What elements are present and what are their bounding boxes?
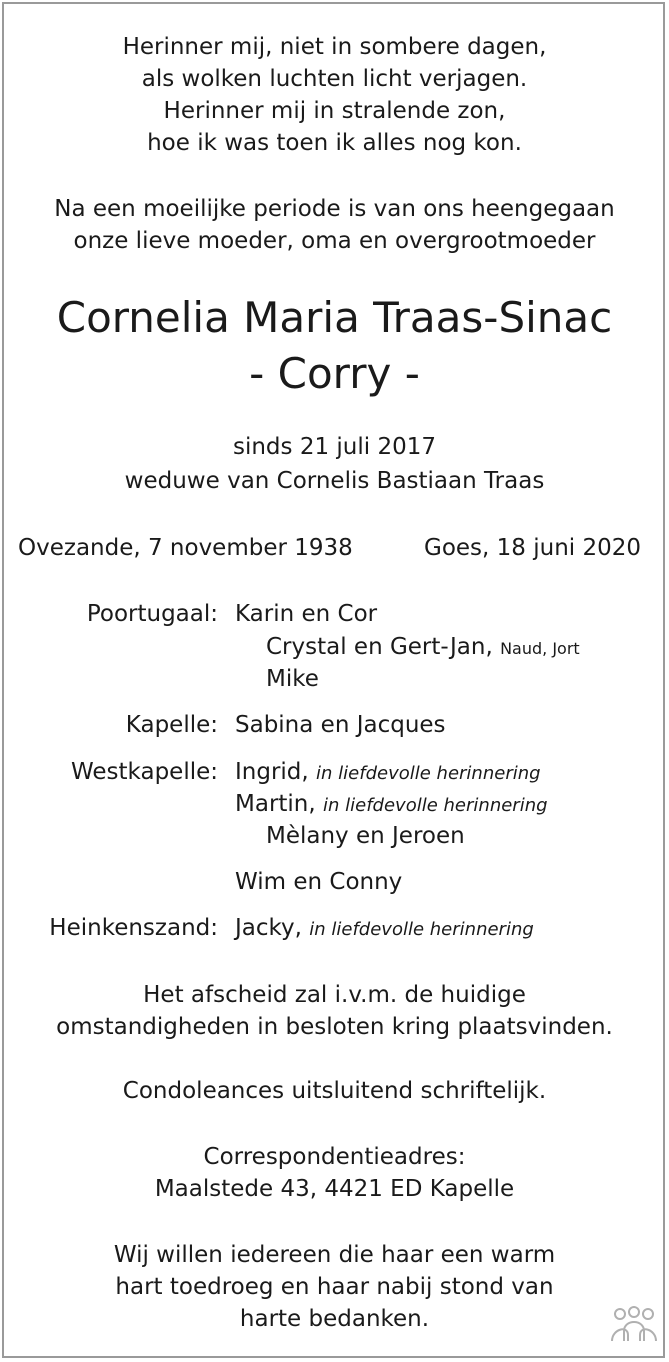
memorial-note: in liefdevolle herinnering: [309, 919, 534, 940]
memorial-note: in liefdevolle herinnering: [323, 795, 548, 816]
family-member: Karin en Cor: [235, 601, 378, 627]
place-label-poortugaal: Poortugaal:: [86, 601, 218, 627]
family-member: Ingrid, in liefdevolle herinnering: [235, 759, 541, 785]
farewell-line: Het afscheid zal i.v.m. de huidige: [143, 982, 526, 1008]
deceased-name: Cornelia Maria Traas-Sinac: [56, 293, 613, 342]
family-member: Crystal en Gert-Jan, Naud, Jort: [266, 634, 580, 660]
place-label-kapelle: Kapelle:: [125, 712, 218, 738]
place-label-westkapelle: Westkapelle:: [71, 759, 218, 785]
people-group-icon: [610, 1305, 658, 1345]
address-line: Maalstede 43, 4421 ED Kapelle: [154, 1176, 515, 1202]
intro-line: Na een moeilijke periode is van ons heengegaan: [54, 196, 615, 222]
family-member: Jacky, in liefdevolle herinnering: [235, 915, 534, 941]
family-member: Sabina en Jacques: [235, 712, 446, 738]
great-grandchildren: Naud, Jort: [500, 639, 580, 658]
poem-line: als wolken luchten licht verjagen.: [141, 66, 528, 92]
poem-line: hoe ik was toen ik alles nog kon.: [147, 130, 522, 156]
poem-line: Herinner mij in stralende zon,: [163, 98, 506, 124]
birth-date: Ovezande, 7 november 1938: [18, 535, 353, 561]
thanks-line: harte bedanken.: [239, 1306, 430, 1332]
family-member: Mike: [266, 666, 319, 692]
family-member: Wim en Conny: [235, 869, 403, 895]
death-date: Goes, 18 juni 2020: [424, 535, 642, 561]
place-label-heinkenszand: Heinkenszand:: [49, 915, 218, 941]
thanks-line: hart toedroeg en haar nabij stond van: [115, 1274, 554, 1300]
deceased-nickname: - Corry -: [249, 349, 420, 398]
condolences-text: Condoleances uitsluitend schriftelijk.: [122, 1078, 547, 1104]
address-heading: Correspondentieadres:: [203, 1144, 466, 1170]
family-member: Martin, in liefdevolle herinnering: [235, 791, 548, 817]
thanks-line: Wij willen iedereen die haar een warm: [113, 1242, 556, 1268]
intro-line: onze lieve moeder, oma en overgrootmoeder: [73, 228, 596, 254]
farewell-line: omstandigheden in besloten kring plaatsvinden.: [56, 1014, 613, 1040]
memorial-note: in liefdevolle herinnering: [316, 763, 541, 784]
poem-line: Herinner mij, niet in sombere dagen,: [122, 34, 547, 60]
widow-of: weduwe van Cornelis Bastiaan Traas: [124, 468, 545, 494]
family-member: Mèlany en Jeroen: [266, 823, 465, 849]
widow-since: sinds 21 juli 2017: [232, 434, 436, 460]
